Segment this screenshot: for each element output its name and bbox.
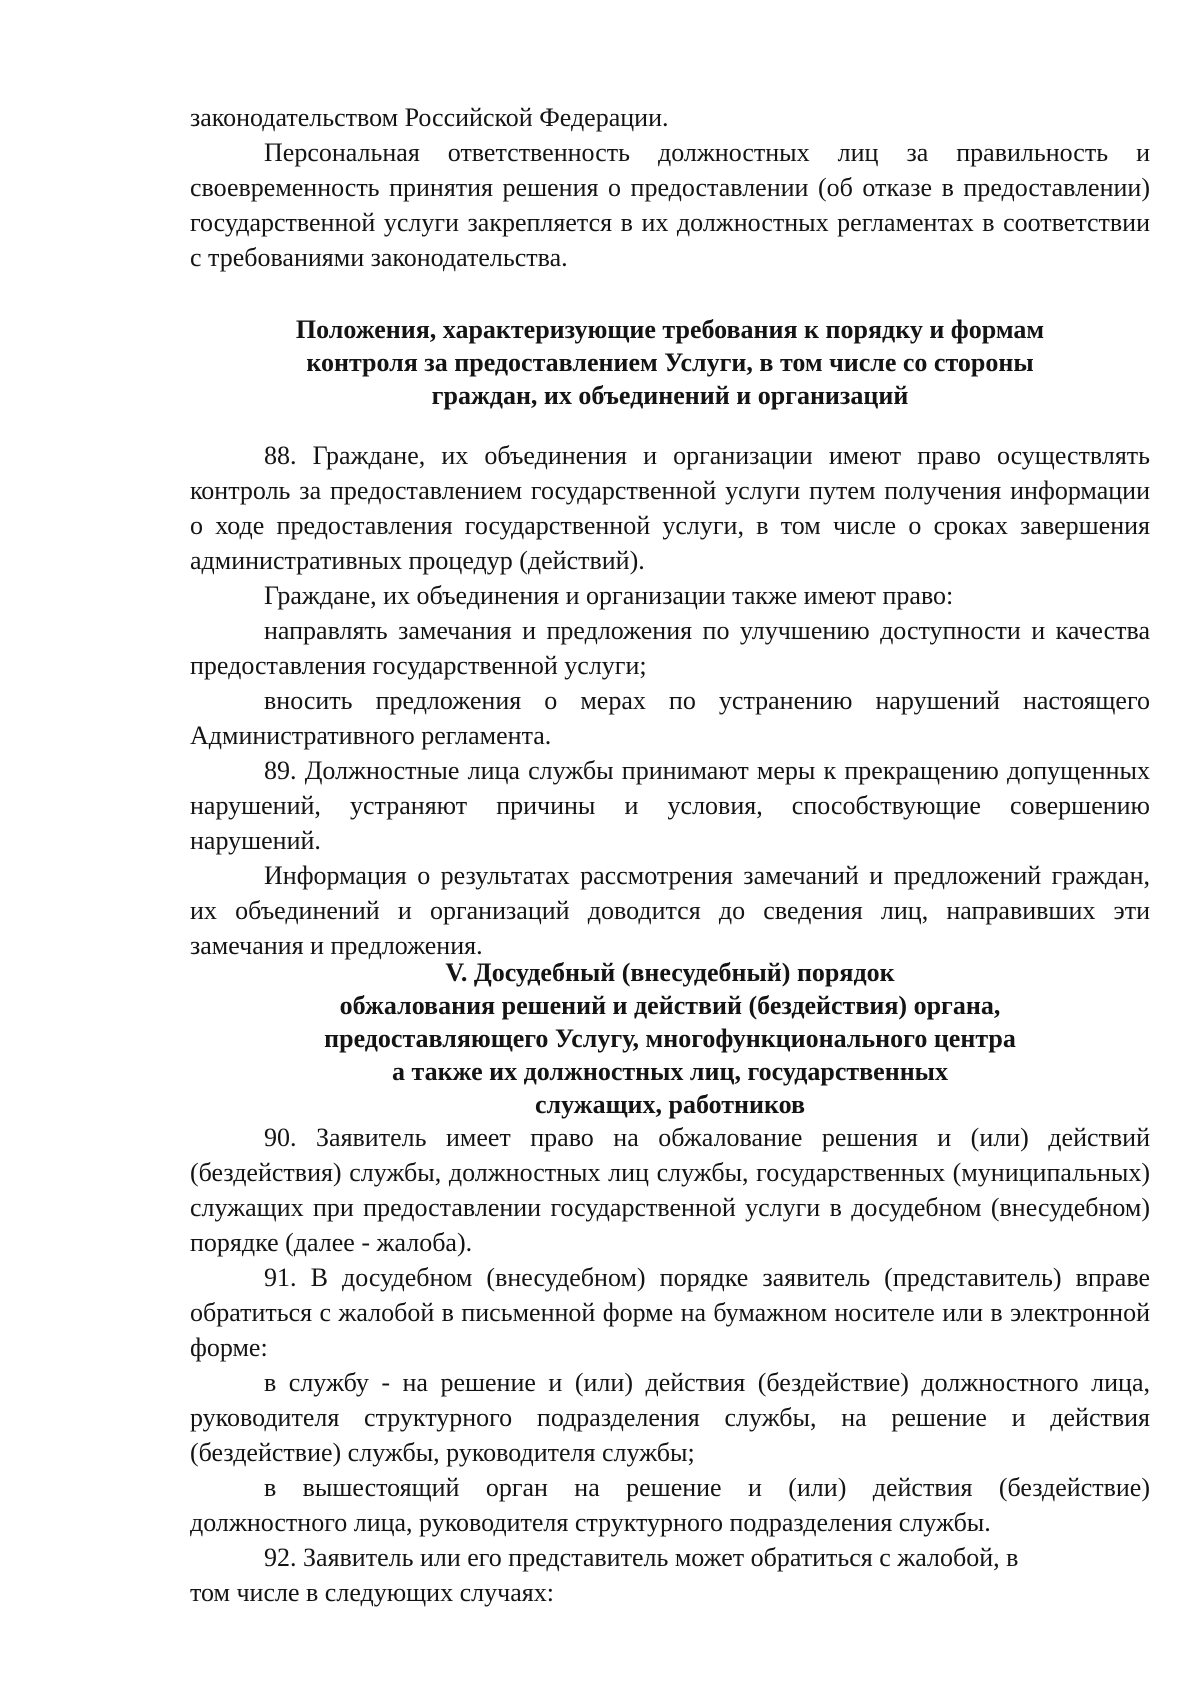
paragraph-91-service: в службу - на решение и (или) действия (бездействие) должностного лица, руководителя структурного подразделения службы, на решение и действия (бездействие) службы, руководителя службы; (190, 1368, 1150, 1467)
paragraph-91-higher-body: в вышестоящий орган на решение и (или) действия (бездействие) должностного лица, руководителя структурного подразделения службы. (190, 1473, 1150, 1537)
section-control-body (190, 438, 1150, 963)
heading-line: а также их должностных лиц, государственных (392, 1057, 948, 1086)
paragraph-92-block (190, 1540, 1090, 1610)
paragraph-90: 90. Заявитель имеет право на обжалование решения и (или) действий (бездействия) службы, должностных лиц службы, государственных (муниципальных) служащих при предоставлении государственной услуги в досудебном (внесудебном) порядке (далее - жалоба). (190, 1123, 1150, 1257)
intro-block (190, 100, 1150, 275)
paragraph-88-proposals: вносить предложения о мерах по устранению нарушений настоящего Административного регламента. (190, 686, 1150, 750)
paragraph-intro-end: законодательством Российской Федерации. (190, 103, 669, 132)
heading-line: Положения, характеризующие требования к порядку и формам (295, 315, 1045, 344)
paragraph-88-rights: Граждане, их объединения и организации также имеют право: (264, 581, 954, 610)
paragraph-92-line: 92. Заявитель или его представитель может обратиться с жалобой, в (264, 1543, 1019, 1572)
paragraph-91: 91. В досудебном (внесудебном) порядке заявитель (представитель) вправе обратиться с жалобой в письменной форме на бумажном носителе или в электронной форме: (190, 1263, 1150, 1362)
heading-line: предоставляющего Услугу, многофункционального центра (324, 1024, 1016, 1053)
heading-line: граждан, их объединений и организаций (431, 381, 909, 410)
heading-line: контроля за предоставлением Услуги, в том числе со стороны (306, 348, 1034, 377)
heading-line: служащих, работников (534, 1090, 806, 1119)
section-heading-control (190, 313, 1150, 412)
paragraph-89-information: Информация о результатах рассмотрения замечаний и предложений граждан, их объединений и организаций доводится до сведения лиц, направивших эти замечания и предложения. (190, 861, 1150, 960)
heading-line: V. Досудебный (внесудебный) порядок (445, 958, 895, 987)
heading-line: обжалования решений и действий (бездействия) органа, (339, 991, 1001, 1020)
paragraph-89: 89. Должностные лица службы принимают меры к прекращению допущенных нарушений, устраняют причины и условия, способствующие совершению нарушений. (190, 756, 1150, 855)
section-appeal-body (190, 1120, 1150, 1540)
paragraph-88: 88. Граждане, их объединения и организации имеют право осуществлять контроль за предоставлением государственной услуги путем получения информации о ходе предоставления государственной услуги, в том числе о сроках завершения административных процедур (действий). (190, 441, 1150, 575)
paragraph-responsibility: Персональная ответственность должностных лиц за правильность и своевременность принятия решения о предоставлении (об отказе в предоставлении) государственной услуги закрепляется в их должностных регламентах в соответствии с требованиями законодательства. (190, 138, 1150, 272)
section-heading-appeal (190, 956, 1150, 1121)
paragraph-92-line: том числе в следующих случаях: (190, 1578, 554, 1607)
paragraph-88-remarks: направлять замечания и предложения по улучшению доступности и качества предоставления государственной услуги; (190, 616, 1150, 680)
